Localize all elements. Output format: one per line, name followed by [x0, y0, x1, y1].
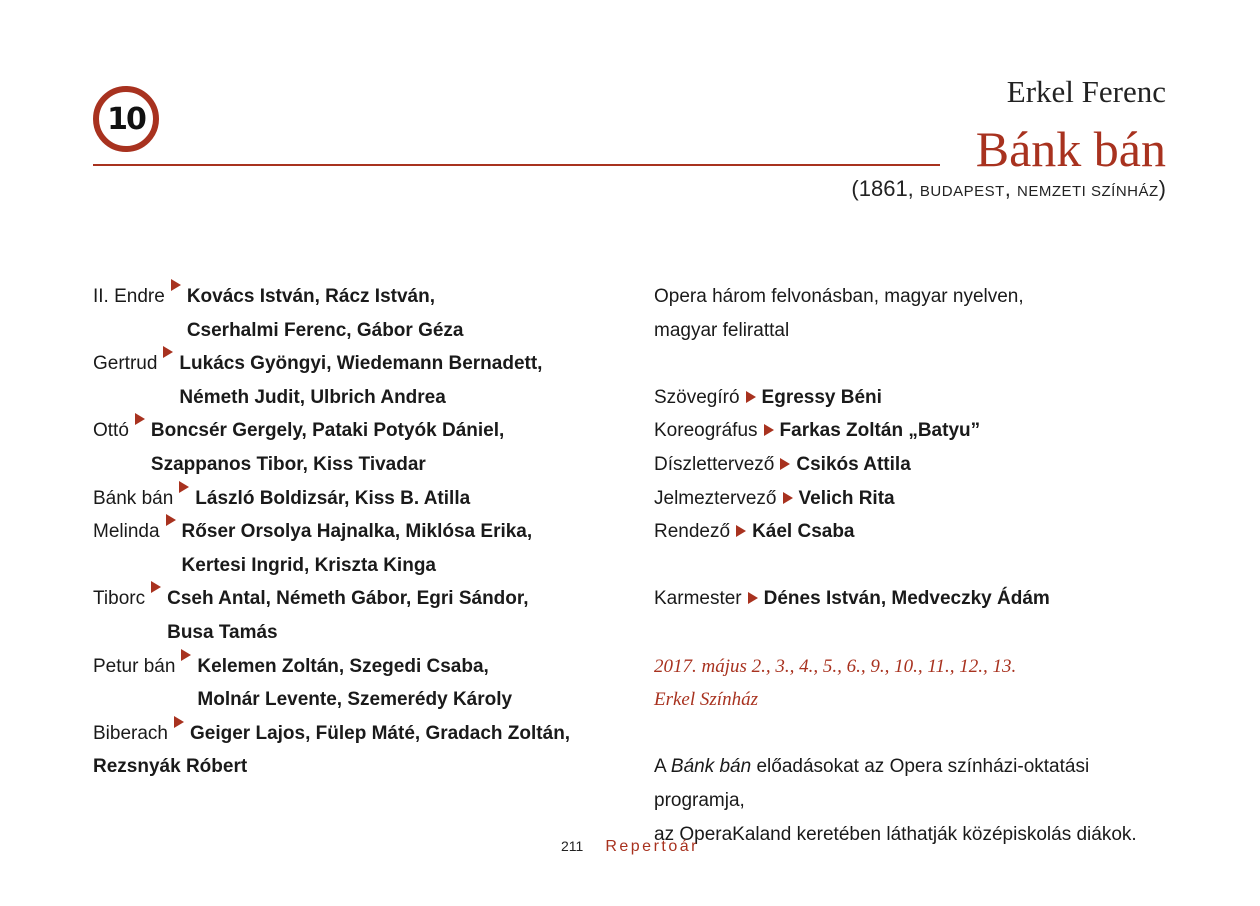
- arrow-icon: [748, 592, 758, 604]
- subtitle-open: (1861,: [851, 176, 920, 201]
- arrow-icon: [764, 424, 774, 436]
- role-label: Bánk bán: [93, 487, 174, 509]
- credit-row: [654, 515, 1174, 549]
- arrow-icon: [171, 279, 181, 291]
- number-badge: 10: [93, 86, 159, 152]
- cast-names: [187, 280, 464, 347]
- conductor-role: Karmester: [654, 588, 742, 610]
- credit-name: Csikós Attila: [796, 453, 911, 475]
- cast-tail: Rezsnyák Róbert: [93, 756, 248, 778]
- cast-line: Lukács Gyöngyi, Wiedemann Bernadett,: [179, 353, 543, 375]
- header-rule: [93, 164, 940, 166]
- premiere-info: [851, 176, 1166, 202]
- page-number: 211: [561, 838, 584, 854]
- role-label: II. Endre: [93, 286, 165, 307]
- cast-names: [182, 515, 533, 582]
- cast-entry: [93, 482, 603, 516]
- role-label: Tiborc: [93, 588, 146, 610]
- cast-entry: [93, 650, 603, 717]
- cast-names: [197, 650, 512, 717]
- credit-name: Farkas Zoltán „Batyu”: [779, 420, 981, 442]
- cast-names: [151, 414, 504, 481]
- cast-line: László Boldizsár, Kiss B. Atilla: [195, 487, 471, 509]
- program-note: [654, 750, 1174, 817]
- program-note-line: az OperaKaland keretében láthatják középiskolás diákok.: [654, 823, 1137, 845]
- arrow-icon: [746, 391, 756, 403]
- page-footer: [0, 838, 1260, 856]
- credit-name: Egressy Béni: [761, 386, 882, 408]
- cast-entry: [93, 414, 603, 481]
- cast-names: [195, 482, 470, 516]
- credit-row: [654, 381, 1174, 415]
- credit-name: Káel Csaba: [752, 521, 855, 543]
- note-text: A: [654, 756, 671, 778]
- arrow-icon: [736, 525, 746, 537]
- section-name: Repertoár: [605, 838, 699, 855]
- arrow-icon: [166, 514, 176, 526]
- credit-row: [654, 414, 1174, 448]
- arrow-icon: [780, 458, 790, 470]
- credit-role: Rendező: [654, 521, 731, 543]
- role-label: Ottó: [93, 420, 129, 442]
- arrow-icon: [151, 581, 161, 593]
- cast-line: Szappanos Tibor, Kiss Tivadar: [150, 453, 426, 475]
- cast-line: Cseh Antal, Németh Gábor, Egri Sándor,: [167, 588, 529, 610]
- cast-line: Busa Tamás: [167, 621, 278, 643]
- performance-dates: 2017. május 2., 3., 4., 5., 6., 9., 10., 11., 12., 13.: [654, 655, 1017, 677]
- cast-entry: [93, 582, 603, 649]
- cast-entry: [93, 515, 603, 582]
- premiere-city: BUDAPEST: [919, 183, 1005, 200]
- cast-names: [190, 717, 570, 751]
- credit-name: Velich Rita: [798, 487, 895, 509]
- role-label: Melinda: [93, 521, 160, 543]
- subtitle-sep: ,: [1004, 176, 1017, 201]
- note-text: előadásokat az Opera színházi-oktatási programja,: [654, 756, 1090, 811]
- credit-role: Koreográfus: [654, 420, 758, 442]
- role-label: Biberach: [93, 722, 168, 744]
- cast-line: Kertesi Ingrid, Kriszta Kinga: [181, 554, 436, 576]
- cast-line: Boncsér Gergely, Pataki Potyók Dániel,: [150, 420, 505, 442]
- cast-line: Geiger Lajos, Fülep Máté, Gradach Zoltán,: [190, 722, 571, 744]
- cast-names: [179, 347, 542, 414]
- credit-role: Jelmeztervező: [654, 487, 777, 509]
- note-title: Bánk bán: [670, 756, 752, 778]
- opera-title: Bánk bán: [975, 121, 1166, 177]
- description-line: magyar felirattal: [654, 319, 790, 341]
- cast-line: Cserhalmi Ferenc, Gábor Géza: [186, 319, 464, 341]
- subtitle-close: ): [1158, 176, 1166, 201]
- conductor-row: [654, 582, 1174, 616]
- cast-names: [167, 582, 528, 649]
- credit-row: [654, 482, 1174, 516]
- cast-line: Németh Judit, Ulbrich Andrea: [179, 386, 446, 408]
- cast-entry: [93, 717, 603, 751]
- role-label: Petur bán: [93, 655, 176, 677]
- arrow-icon: [174, 716, 184, 728]
- credit-role: Szövegíró: [654, 386, 740, 408]
- cast-line: Kovács István, Rácz István,: [186, 286, 435, 307]
- cast-list: [93, 280, 603, 784]
- cast-entry: [93, 280, 603, 347]
- role-label: Gertrud: [93, 353, 158, 375]
- performance-venue: Erkel Színház: [654, 689, 758, 711]
- arrow-icon: [179, 481, 189, 493]
- cast-line: Kelemen Zoltán, Szegedi Csaba,: [197, 655, 489, 677]
- arrow-icon: [181, 649, 191, 661]
- arrow-icon: [135, 413, 145, 425]
- description-line: Opera három felvonásban, magyar nyelven,: [654, 286, 1024, 307]
- premiere-venue: NEMZETI SZÍNHÁZ: [1017, 183, 1159, 200]
- credit-role: Díszlettervező: [654, 453, 775, 475]
- cast-entry: [93, 347, 603, 414]
- arrow-icon: [163, 346, 173, 358]
- conductor-name: Dénes István, Medveczky Ádám: [763, 588, 1050, 610]
- arrow-icon: [783, 492, 793, 504]
- cast-line: Molnár Levente, Szemerédy Károly: [197, 689, 513, 711]
- composer-name: Erkel Ferenc: [1006, 74, 1166, 109]
- cast-line: Rőser Orsolya Hajnalka, Miklósa Erika,: [181, 521, 533, 543]
- production-info: [654, 280, 1174, 851]
- credit-row: [654, 448, 1174, 482]
